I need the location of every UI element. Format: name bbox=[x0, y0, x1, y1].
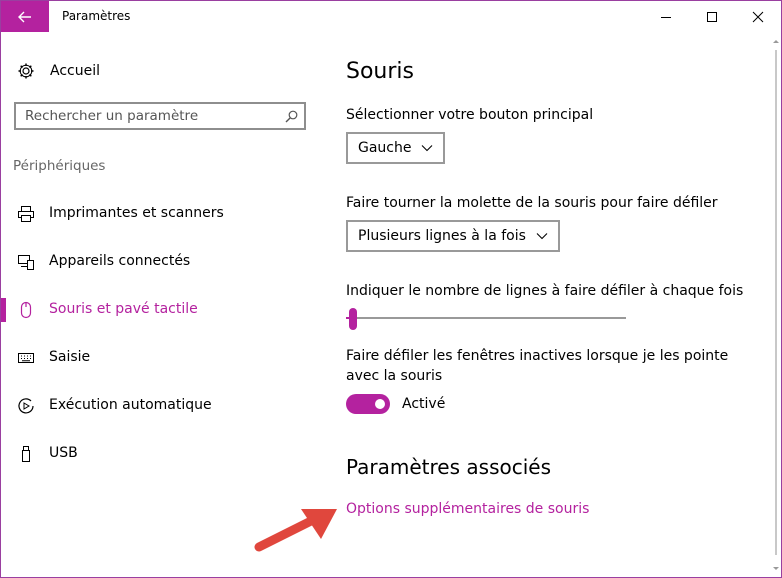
section-heading: Périphériques bbox=[13, 158, 106, 174]
sidebar-item-label: Saisie bbox=[49, 349, 91, 365]
main-content bbox=[346, 32, 766, 577]
maximize-button[interactable] bbox=[689, 1, 735, 32]
sidebar-item-printers[interactable] bbox=[1, 197, 321, 231]
minimize-icon bbox=[660, 11, 672, 23]
annotation-arrow-icon bbox=[251, 501, 341, 556]
autoplay-icon bbox=[17, 397, 35, 415]
scroll-down-icon[interactable] bbox=[771, 566, 781, 572]
back-arrow-icon bbox=[18, 11, 32, 23]
inactive-scroll-toggle[interactable] bbox=[346, 394, 390, 414]
sidebar-item-label: Appareils connectés bbox=[49, 253, 191, 269]
search-icon bbox=[285, 110, 298, 123]
sidebar-item-label: Souris et pavé tactile bbox=[49, 301, 198, 317]
sidebar-item-autoplay[interactable] bbox=[1, 389, 321, 423]
related-settings-heading: Paramètres associés bbox=[346, 455, 551, 479]
sidebar-item-label: Imprimantes et scanners bbox=[49, 205, 224, 221]
dropdown-value: Gauche bbox=[358, 140, 412, 156]
sidebar-item-mouse[interactable] bbox=[1, 293, 321, 327]
keyboard-icon bbox=[17, 349, 35, 367]
page-title: Souris bbox=[346, 59, 414, 84]
primary-button-dropdown[interactable] bbox=[346, 132, 445, 164]
sidebar bbox=[1, 32, 321, 577]
scroll-up-icon[interactable] bbox=[771, 38, 781, 44]
maximize-icon bbox=[706, 11, 718, 23]
scroll-mode-dropdown[interactable] bbox=[346, 220, 560, 252]
search-input[interactable] bbox=[25, 107, 275, 125]
sidebar-item-label: Exécution automatique bbox=[49, 397, 212, 413]
slider-track[interactable] bbox=[346, 317, 626, 319]
gear-icon bbox=[17, 62, 35, 80]
sidebar-item-label: USB bbox=[49, 445, 78, 461]
home-link[interactable] bbox=[17, 60, 100, 82]
lines-slider-label: Indiquer le nombre de lignes à faire défiler à chaque fois bbox=[346, 283, 744, 299]
scroll-thumb[interactable] bbox=[775, 50, 777, 555]
dropdown-value: Plusieurs lignes à la fois bbox=[358, 228, 526, 244]
mouse-icon bbox=[17, 301, 35, 319]
primary-button-label: Sélectionner votre bouton principal bbox=[346, 107, 594, 123]
slider-thumb[interactable] bbox=[349, 308, 357, 330]
toggle-knob bbox=[375, 399, 385, 409]
window-title: Paramètres bbox=[62, 9, 131, 23]
printer-icon bbox=[17, 205, 35, 223]
scroll-mode-label: Faire tourner la molette de la souris pour faire défiler bbox=[346, 195, 718, 211]
sidebar-item-usb[interactable] bbox=[1, 437, 321, 471]
close-button[interactable] bbox=[735, 1, 781, 32]
sidebar-item-devices[interactable] bbox=[1, 245, 321, 279]
chevron-down-icon bbox=[536, 232, 548, 240]
title-bar bbox=[1, 1, 781, 32]
home-label: Accueil bbox=[50, 63, 100, 79]
sidebar-item-typing[interactable] bbox=[1, 341, 321, 375]
usb-icon bbox=[17, 445, 35, 463]
devices-icon bbox=[17, 253, 35, 271]
inactive-scroll-label: Faire défiler les fenêtres inactives lorsque je les pointe avec la souris bbox=[346, 348, 729, 384]
close-icon bbox=[752, 11, 764, 23]
toggle-state-label: Activé bbox=[402, 396, 446, 412]
search-box[interactable] bbox=[14, 102, 306, 130]
additional-mouse-options-link[interactable]: Options supplémentaires de souris bbox=[346, 501, 590, 517]
minimize-button[interactable] bbox=[643, 1, 689, 32]
back-button[interactable] bbox=[1, 1, 49, 32]
scrollbar[interactable] bbox=[771, 32, 781, 577]
active-indicator bbox=[1, 298, 6, 322]
chevron-down-icon bbox=[421, 144, 433, 152]
